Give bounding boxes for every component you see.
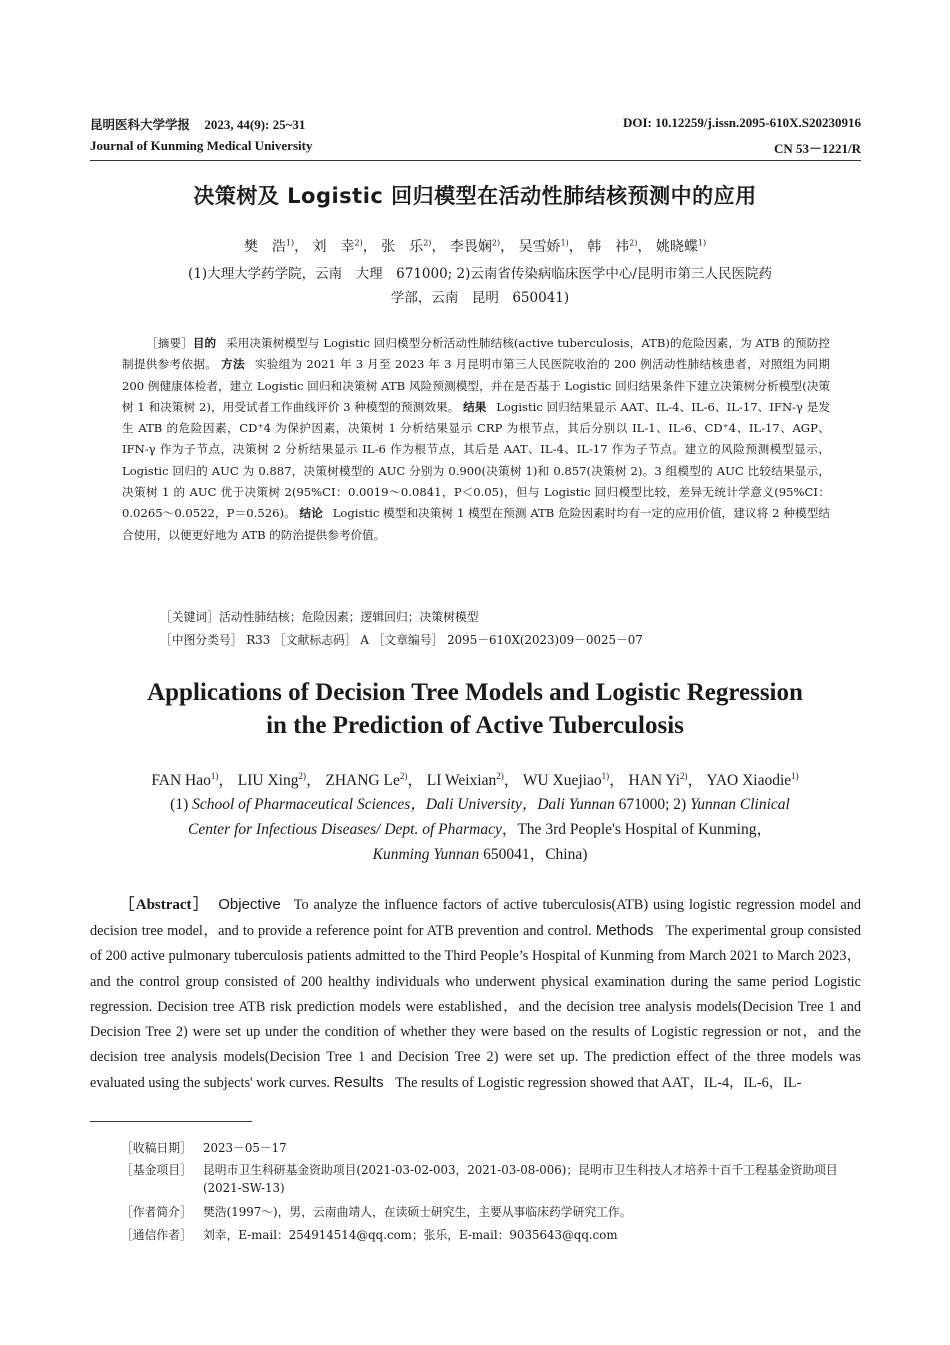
objective-label: 目的 bbox=[192, 336, 217, 350]
class-label: ［中图分类号］ bbox=[160, 633, 243, 647]
journal-name-en: Journal of Kunming Medical University bbox=[90, 138, 313, 153]
author-list-en: FAN Hao$^{1)}$， LIU Xing$^{2)}$， ZHANG Le$^{2)}$， LI Weixian$^{2)}$， WU Xuejiao$^{1)}$， HAN Yi$^{2)}$， YAO Xiaodie$^{1)}$ bbox=[151, 770, 799, 789]
keywords-cn bbox=[160, 608, 840, 625]
footnote-text: 昆明市卫生科研基金资助项目(2021-03-02-003，2021-03-08-006)；昆明市卫生科技人才培养十百千工程基金资助项目(2021-SW-13) bbox=[203, 1163, 838, 1195]
results-text: The results of Logistic regression showed that AAT，IL-4，IL-6，IL- bbox=[395, 1075, 802, 1092]
author: LI Weixian$^{2)}$ bbox=[426, 770, 504, 789]
journal-cn: 昆明医科大学学报 bbox=[90, 117, 191, 132]
author: 刘 幸$^{2)}$ bbox=[312, 238, 363, 255]
abstract-en bbox=[90, 892, 861, 1097]
paper-title-en bbox=[0, 676, 950, 742]
footnote-label: ［基金项目］ bbox=[121, 1163, 192, 1177]
author: 姚晓蝶$^{1)}$ bbox=[655, 238, 707, 255]
author-list-cn: 樊 浩$^{1)}$， 刘 幸$^{2)}$， 张 乐$^{2)}$， 李畏娴$^{2)}$， 吴雪娇$^{1)}$， 韩 祎$^{2)}$， 姚晓蝶$^{1)}$ bbox=[243, 238, 707, 255]
footnote-label: ［收稿日期］ bbox=[121, 1141, 192, 1155]
author: FAN Hao$^{1)}$ bbox=[151, 770, 219, 789]
author: ZHANG Le$^{2)}$ bbox=[325, 770, 408, 789]
doc-value: A bbox=[360, 633, 369, 647]
footnote-label: ［作者简介］ bbox=[121, 1205, 192, 1219]
classification-cn bbox=[160, 631, 840, 648]
doc-label: ［文献标志码］ bbox=[274, 633, 357, 647]
footnote-received bbox=[121, 1139, 863, 1157]
author: 张 乐$^{2)}$ bbox=[381, 238, 432, 255]
footnote-rule bbox=[90, 1121, 252, 1122]
conclusion-text: Logistic 模型和决策树 1 模型在预测 ATB 危险因素时均有一定的应用价值，建议将 2 种模型结合使用，以便更好地为 ATB 的防治提供参考价值。 bbox=[122, 506, 830, 542]
affiliation-cn bbox=[120, 262, 840, 310]
objective-label: Objective bbox=[218, 896, 281, 913]
article-value: 2095－610X(2023)09－0025－07 bbox=[447, 633, 643, 647]
author: YAO Xiaodie$^{1)}$ bbox=[706, 770, 799, 789]
affiliation-line: (1)大理大学药学院，云南 大理 671000; 2)云南省传染病临床医学中心/昆明市第三人民医院药 bbox=[188, 266, 772, 282]
author: 吴雪娇$^{1)}$ bbox=[518, 238, 569, 255]
keywords-text: 活动性肺结核；危险因素；逻辑回归；决策树模型 bbox=[219, 610, 479, 624]
affiliation-line: 学部，云南 昆明 650041) bbox=[390, 290, 570, 306]
affiliation-en bbox=[120, 792, 840, 867]
affiliation-line: Kunming Yunnan 650041，China) bbox=[372, 846, 588, 863]
methods-text: The experimental group consisted of 200 active pulmonary tuberculosis patients admitted to the Third People’s Hospital of Kunming from March 2021 to March 2023，and the control group consisted of 200 healthy individuals who underwent physical examination during the same period Logistic regression. Decision tree ATB risk prediction models were established，and the decision tree analysis models(Decision Tree 1 and Decision Tree 2) were set up under the condition of whether they were based on the results of Logistic regression or not，and the decision tree analysis models(Decision Tree 1 and Decision Tree 2) were set up. The prediction effect of the three models was evaluated using the subjects' work curves. bbox=[90, 923, 862, 1092]
footnote-text: 樊浩(1997～)，男，云南曲靖人，在读硕士研究生，主要从事临床药学研究工作。 bbox=[203, 1205, 632, 1219]
footnote-text: 刘幸，E-mail：254914514@qq.com；张乐，E-mail：9035643@qq.com bbox=[203, 1228, 618, 1242]
footnote-author-bio bbox=[121, 1203, 863, 1221]
conclusion-label: 结论 bbox=[299, 506, 323, 521]
header-rule bbox=[90, 160, 861, 161]
affiliation-line: (1) School of Pharmaceutical Sciences，Dali University，Dali Yunnan 671000; 2) Yunnan Clinical bbox=[170, 796, 790, 813]
doi: DOI: 10.12259/j.issn.2095-610X.S20230916 bbox=[623, 115, 861, 130]
cn-number: CN 53－1221/R bbox=[773, 141, 861, 156]
methods-label: Methods bbox=[595, 922, 654, 940]
footnote-corresponding bbox=[121, 1226, 863, 1244]
title-line: Applications of Decision Tree Models and Logistic Regression bbox=[147, 679, 803, 706]
author: 韩 祎$^{2)}$ bbox=[587, 238, 638, 255]
abstract-label: ［Abstract］ bbox=[118, 897, 210, 913]
title-line: in the Prediction of Active Tuberculosis bbox=[266, 712, 684, 739]
abstract-label: ［摘要］ bbox=[146, 336, 193, 350]
journal-name-cn bbox=[90, 115, 305, 133]
objective-text: To analyze the influence factors of active tuberculosis(ATB) using logistic regression model and decision tree model，and to provide a reference point for ATB prevention and control. bbox=[90, 897, 861, 940]
results-label: 结果 bbox=[463, 399, 487, 414]
article-label: ［文章编号］ bbox=[372, 633, 444, 647]
keywords-label: ［关键词］ bbox=[160, 610, 219, 624]
author: 樊 浩$^{1)}$ bbox=[243, 238, 295, 255]
author: 李畏娴$^{2)}$ bbox=[449, 238, 501, 255]
abstract-cn bbox=[122, 333, 830, 546]
results-text: Logistic 回归结果显示 AAT、IL-4、IL-6、IL-17、IFN-γ 是发生 ATB 的危险因素，CD⁺4 为保护因素，决策树 1 分析结果显示 CRP 为根节点，其后分别以 IL-1、IL-6、CD⁺4、IL-17、AGP、IFN-γ 作为子节点，决策树 2 分析结果显示 IL-6 作为根节点，其后是 AAT、IL-4、IL-17 作为子节点。建立的风险预测模型显示，Logistic 回归的 AUC 为 0.887，决策树模型的 AUC 分别为 0.900(决策树 1)和 0.857(决策树 2)。3 组模型的 AUC 比较结果显示，决策树 1 的 AUC 优于决策树 2(95%CI：0.0019～0.0841，P＜0.05)，但与 Logistic 回归模型比较，差异无统计学意义(95%CI：0.0265～0.0522，P＝0.526)。 bbox=[122, 399, 830, 521]
objective-text: 采用决策树模型与 Logistic 回归模型分析活动性肺结核(active tuberculosis，ATB)的危险因素，为 ATB 的预防控制提供参考依据。 bbox=[122, 336, 830, 372]
footnote-funding bbox=[121, 1161, 863, 1197]
author: LIU Xing$^{2)}$ bbox=[237, 770, 306, 789]
footnote-text: 2023－05－17 bbox=[203, 1141, 287, 1155]
paper-title-cn: 决策树及 Logistic 回归模型在活动性肺结核预测中的应用 bbox=[193, 184, 757, 208]
affiliation-line: Center for Infectious Diseases/ Dept. of Pharmacy，The 3rd People's Hospital of Kunming， bbox=[188, 821, 772, 838]
methods-text: 实验组为 2021 年 3 月至 2023 年 3 月昆明市第三人民医院收治的 200 例活动性肺结核患者，对照组为同期 200 例健康体检者，建立 Logistic 回归和决策树 ATB 风险预测模型，并在是否基于 Logistic 回归结果条件下建立决策树分析模型(决策树 1 和决策树 2)，用受试者工作曲线评价 3 种模型的预测效果。 bbox=[122, 357, 830, 414]
footnote-label: ［通信作者］ bbox=[121, 1228, 192, 1242]
class-value: R33 bbox=[246, 633, 271, 647]
author: HAN Yi$^{2)}$ bbox=[628, 770, 688, 789]
issue-info: 2023, 44(9): 25~31 bbox=[204, 117, 306, 132]
methods-label: 方法 bbox=[221, 357, 245, 372]
author: WU Xuejiao$^{1)}$ bbox=[522, 770, 610, 789]
results-label: Results bbox=[333, 1074, 384, 1092]
